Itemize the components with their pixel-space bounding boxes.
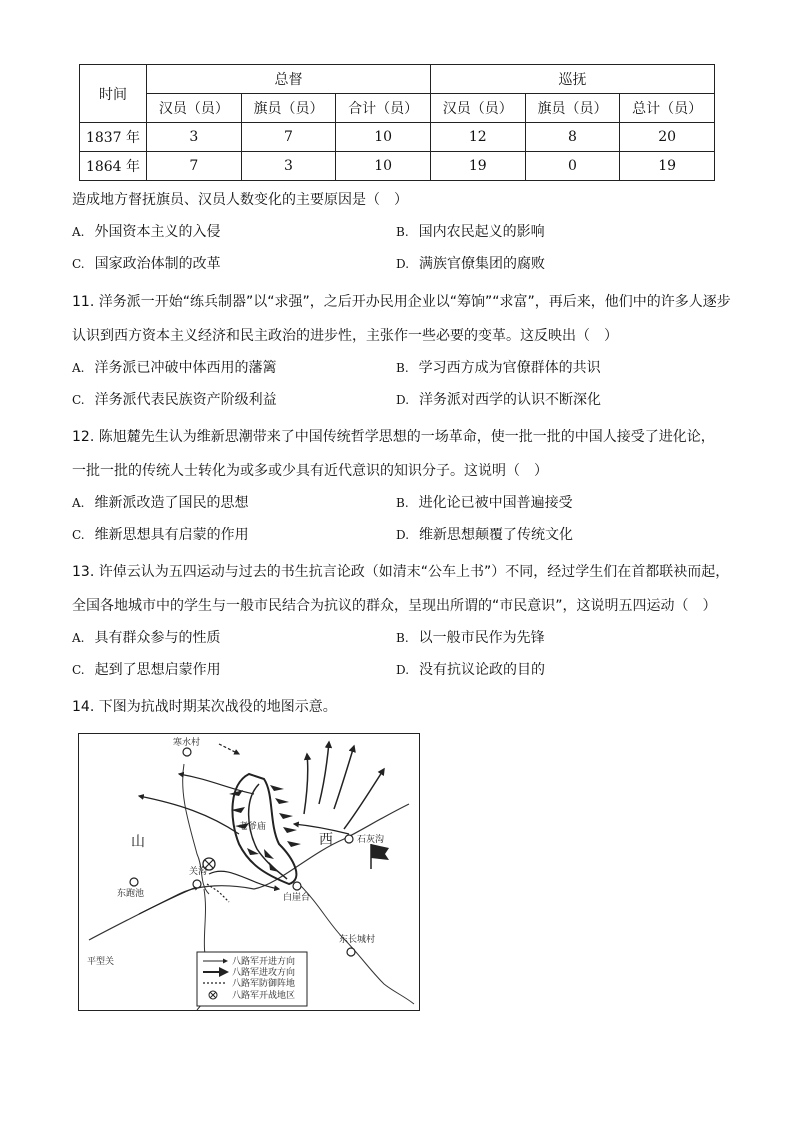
option-label: A. xyxy=(72,496,85,510)
option-text: 洋务派已冲破中体西用的藩篱 xyxy=(94,360,277,376)
table-cell: 3 xyxy=(241,152,336,181)
table-cell: 3 xyxy=(147,123,242,152)
legend-text: 八路军防御阵地 xyxy=(232,979,296,989)
table-subheader-row xyxy=(80,94,715,123)
q11-option-c[interactable] xyxy=(72,390,277,410)
label-shihuigou: 石灰沟 xyxy=(357,835,385,845)
attack-arrow xyxy=(319,742,329,804)
option-label: C. xyxy=(72,663,85,677)
q12-option-c[interactable] xyxy=(72,525,249,545)
q13-option-b[interactable] xyxy=(396,628,545,648)
header-zongdu: 总督 xyxy=(147,65,431,94)
q10-option-a[interactable] xyxy=(72,222,220,242)
attack-arrow xyxy=(304,754,308,814)
governors-table xyxy=(79,64,715,181)
table-row xyxy=(80,123,715,152)
option-text: 以一般市民作为先锋 xyxy=(418,630,545,646)
option-text: 起到了思想启蒙作用 xyxy=(94,662,221,678)
q11-stem-line1: 11. 洋务派一开始“练兵制器”以“求强”，之后开办民用企业以“筹饷”“求富”，再后来，他们中的许多人逐步 xyxy=(72,294,731,310)
place-marker xyxy=(183,748,191,756)
q13-option-c[interactable] xyxy=(72,660,221,680)
q14-stem: 14. 下图为抗战时期某次战役的地图示意。 xyxy=(72,699,337,715)
label-region-xi: 西 xyxy=(319,832,333,848)
q13-stem-line1: 13. 许倬云认为五四运动与过去的书生抗言论政（如清末“公车上书”）不同，经过学生们在首都联袂而起， xyxy=(72,564,730,580)
header-xunfu: 巡抚 xyxy=(430,65,714,94)
option-label: B. xyxy=(396,631,409,645)
q12-stem-line1: 12. 陈旭麓先生认为维新思潮带来了中国传统哲学思想的一场革命，使一批一批的中国人接受了进化论， xyxy=(72,429,715,445)
option-label: C. xyxy=(72,393,85,407)
option-label: D. xyxy=(396,393,410,407)
table-cell: 19 xyxy=(620,152,715,181)
legend-text: 八路军进攻方向 xyxy=(232,968,296,978)
option-label: C. xyxy=(72,257,85,271)
subheader: 总计（员） xyxy=(620,94,715,123)
option-text: 外国资本主义的入侵 xyxy=(94,224,221,240)
option-text: 具有群众参与的性质 xyxy=(94,630,221,646)
subheader: 汉员（员） xyxy=(430,94,525,123)
option-label: B. xyxy=(396,361,409,375)
table-cell: 19 xyxy=(430,152,525,181)
table-cell: 20 xyxy=(620,123,715,152)
q10-option-c[interactable] xyxy=(72,254,221,274)
header-time: 时间 xyxy=(80,65,147,123)
q10-option-b[interactable] xyxy=(396,222,545,242)
table-cell: 10 xyxy=(336,123,431,152)
option-label: D. xyxy=(396,528,410,542)
option-text: 维新思想颠覆了传统文化 xyxy=(419,527,574,543)
q10-stem: 造成地方督抚旗员、汉员人数变化的主要原因是（ ） xyxy=(72,192,408,208)
q10-option-d[interactable] xyxy=(396,254,545,274)
label-hanshuicun: 寒水村 xyxy=(173,738,201,748)
attack-arrow xyxy=(334,746,354,809)
label-bailutai: 白崖台 xyxy=(283,893,311,903)
subheader: 合计（员） xyxy=(336,94,431,123)
legend-text: 八路军开进方向 xyxy=(232,957,296,967)
table-cell: 0 xyxy=(525,152,620,181)
place-marker xyxy=(193,880,201,888)
table-header-row xyxy=(80,65,715,94)
advance-arrow xyxy=(139,796,239,834)
option-label: B. xyxy=(396,225,409,239)
battle-map-drawing xyxy=(79,734,419,1010)
option-text: 维新派改造了国民的思想 xyxy=(94,495,249,511)
option-text: 没有抗议论政的目的 xyxy=(419,662,546,678)
subheader: 旗员（员） xyxy=(525,94,620,123)
table-cell: 12 xyxy=(430,123,525,152)
table-cell: 8 xyxy=(525,123,620,152)
option-text: 洋务派代表民族资产阶级利益 xyxy=(94,392,277,408)
place-marker xyxy=(293,882,301,890)
option-label: A. xyxy=(72,225,85,239)
subheader: 汉员（员） xyxy=(147,94,242,123)
q12-option-a[interactable] xyxy=(72,493,248,513)
q11-option-d[interactable] xyxy=(396,390,601,410)
table-cell: 10 xyxy=(336,152,431,181)
flag-icon xyxy=(371,844,389,860)
battle-map xyxy=(78,733,420,1011)
row-year: 1864 年 xyxy=(80,152,147,181)
option-text: 洋务派对西学的认识不断深化 xyxy=(419,392,602,408)
subheader: 旗员（员） xyxy=(241,94,336,123)
option-label: C. xyxy=(72,528,85,542)
option-text: 国内农民起义的影响 xyxy=(418,224,545,240)
option-text: 国家政治体制的改革 xyxy=(94,256,221,272)
advance-arrow xyxy=(219,744,239,754)
q12-option-d[interactable] xyxy=(396,525,573,545)
q11-option-b[interactable] xyxy=(396,358,601,378)
option-label: B. xyxy=(396,496,409,510)
label-dongchangchengcun: 东长城村 xyxy=(339,935,376,945)
q13-option-d[interactable] xyxy=(396,660,545,680)
option-label: A. xyxy=(72,361,85,375)
table-cell: 7 xyxy=(147,152,242,181)
option-label: D. xyxy=(396,663,410,677)
place-marker xyxy=(130,878,138,886)
label-dongpaochi: 东跑池 xyxy=(117,889,145,899)
option-text: 满族官僚集团的腐败 xyxy=(419,256,546,272)
table-row xyxy=(80,152,715,181)
q11-stem-line2: 认识到西方资本主义经济和民主政治的进步性，主张作一些必要的变革。这反映出（ ） xyxy=(72,328,618,344)
q11-option-a[interactable] xyxy=(72,358,276,378)
place-marker xyxy=(345,835,353,843)
option-text: 学习西方成为官僚群体的共识 xyxy=(418,360,601,376)
q13-stem-line2: 全国各地城市中的学生与一般市民结合为抗议的群众，呈现出所谓的“市民意识”，这说明五四运动（ ） xyxy=(72,598,717,614)
place-marker xyxy=(347,948,355,956)
legend-text: 八路军开战地区 xyxy=(232,991,296,1001)
row-year: 1837 年 xyxy=(80,123,147,152)
advance-arrow xyxy=(179,774,254,794)
q12-stem-line2: 一批一批的传统人士转化为或多或少具有近代意识的知识分子。这说明（ ） xyxy=(72,463,548,479)
label-laoyemiao: 老爷庙 xyxy=(239,822,267,832)
label-region-shan: 山 xyxy=(131,834,145,850)
defense-line xyxy=(207,884,229,902)
label-guangou: 关沟 xyxy=(189,867,208,877)
table-cell: 7 xyxy=(241,123,336,152)
option-label: D. xyxy=(396,257,410,271)
option-label: A. xyxy=(72,631,85,645)
label-pingxingguan: 平型关 xyxy=(87,957,115,967)
q12-option-b[interactable] xyxy=(396,493,573,513)
q13-option-a[interactable] xyxy=(72,628,220,648)
option-text: 进化论已被中国普遍接受 xyxy=(418,495,573,511)
option-text: 维新思想具有启蒙的作用 xyxy=(94,527,249,543)
advance-arrow xyxy=(139,886,199,914)
